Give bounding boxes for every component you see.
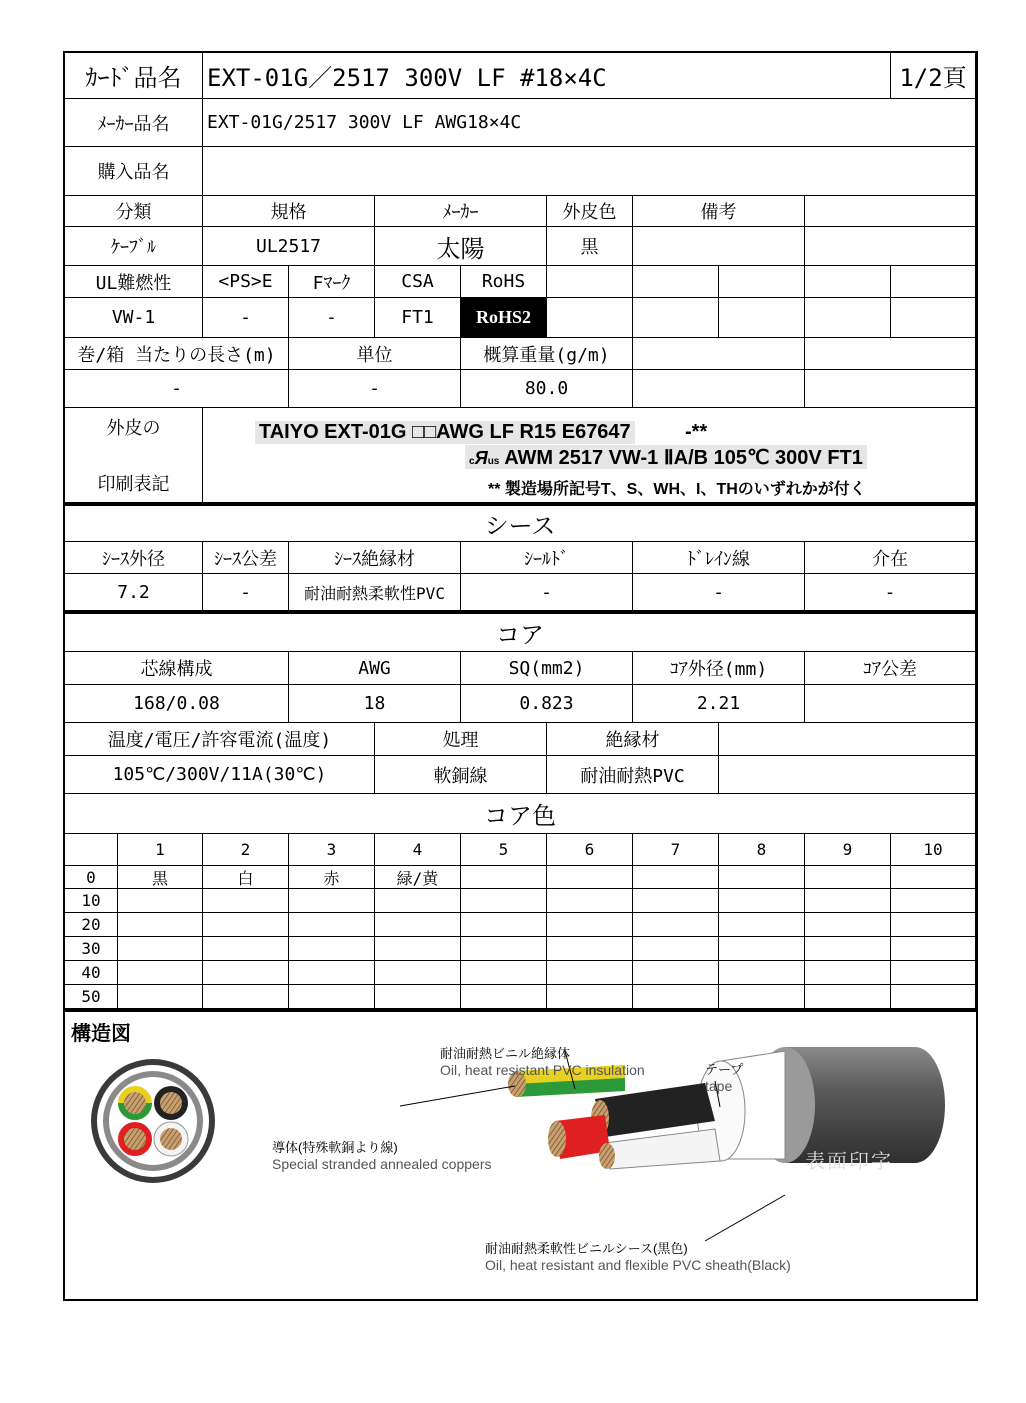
- cert-value: [719, 298, 805, 338]
- sheath-en: Oil, heat resistant and flexible PVC sheath(Black): [485, 1257, 791, 1273]
- sheath-value: -: [633, 574, 805, 611]
- core-header: AWG: [289, 652, 461, 685]
- core-header2: 温度/電圧/許容電流(温度): [65, 723, 375, 756]
- color-cell: [375, 985, 461, 1009]
- cert-value: VW-1: [65, 298, 203, 338]
- color-cell: [891, 889, 976, 913]
- color-cell: 黒: [118, 866, 203, 889]
- tape-en: tape: [705, 1078, 733, 1094]
- classification-value: 黒: [547, 227, 633, 266]
- diagram-title: 構造図: [71, 1021, 131, 1045]
- cert-header: [891, 266, 976, 298]
- core-header: ｺｱ外径(mm): [633, 652, 805, 685]
- core-value2: [719, 756, 976, 794]
- color-cell: [375, 889, 461, 913]
- color-cell: [375, 937, 461, 961]
- color-cell: [891, 985, 976, 1009]
- color-cell: [891, 913, 976, 937]
- color-cell: [719, 889, 805, 913]
- classification-value: UL2517: [203, 227, 375, 266]
- color-cell: [461, 985, 547, 1009]
- color-row-label: 50: [65, 985, 118, 1009]
- color-cell: [203, 913, 289, 937]
- sheath-header: ｼｰﾙﾄﾞ: [461, 542, 633, 574]
- color-cell: [461, 937, 547, 961]
- sheath-header: ﾄﾞﾚｲﾝ線: [633, 542, 805, 574]
- print-line1-text: TAIYO EXT-01G □□AWG LF R15 E67647: [259, 421, 631, 443]
- ul-mark-suffix: us: [487, 456, 500, 467]
- weight-header: [805, 338, 976, 370]
- color-cell: [461, 961, 547, 985]
- core-header: SQ(mm2): [461, 652, 633, 685]
- conductor-jp: 導体(特殊軟銅より線): [272, 1140, 398, 1155]
- color-column-header: 8: [719, 834, 805, 866]
- cert-header: Fﾏｰｸ: [289, 266, 375, 298]
- cert-header: [633, 266, 719, 298]
- core-value: 18: [289, 685, 461, 723]
- print-note: ** 製造場所記号T、S、WH、I、THのいずれかが付く: [488, 481, 866, 498]
- maker-name-value: EXT-01G/2517 300V LF AWG18×4C: [203, 99, 976, 147]
- color-cell: [461, 866, 547, 889]
- print-label-cell: [65, 408, 203, 503]
- color-cell: [289, 937, 375, 961]
- color-cell: [547, 961, 633, 985]
- cert-value: [547, 298, 633, 338]
- color-cell: [719, 937, 805, 961]
- sheath-title: シース: [65, 506, 976, 542]
- print-line1: [255, 421, 635, 444]
- classification-header: 分類: [65, 196, 203, 227]
- classification-header: 備考: [633, 196, 805, 227]
- color-column-header: 7: [633, 834, 719, 866]
- page-number: 1/2頁: [891, 53, 976, 99]
- cert-value: [891, 298, 976, 338]
- color-cell: [547, 866, 633, 889]
- sheath-label: [485, 1238, 791, 1273]
- weight-value: 80.0: [461, 370, 633, 408]
- color-column-header: 3: [289, 834, 375, 866]
- color-cell: [719, 961, 805, 985]
- sheath-header: ｼｰｽ外径: [65, 542, 203, 574]
- color-cell: [547, 937, 633, 961]
- color-cell: [633, 961, 719, 985]
- cert-header: UL難燃性: [65, 266, 203, 298]
- classification-header: [805, 196, 976, 227]
- color-cell: [891, 866, 976, 889]
- rohs-badge: RoHS2: [461, 298, 547, 338]
- color-cell: [633, 913, 719, 937]
- color-column-header: 6: [547, 834, 633, 866]
- color-cell: [805, 985, 891, 1009]
- sheath-header: ｼｰｽ絶縁材: [289, 542, 461, 574]
- card-name-value: EXT-01G／2517 300V LF #18×4C: [203, 53, 891, 99]
- weight-header: 単位: [289, 338, 461, 370]
- color-cell: [289, 985, 375, 1009]
- color-cell: [375, 961, 461, 985]
- color-cell: [719, 985, 805, 1009]
- classification-value: 太陽: [375, 227, 547, 266]
- conductor-label: [272, 1137, 492, 1172]
- weight-value: -: [289, 370, 461, 408]
- cert-value: FT1: [375, 298, 461, 338]
- print-label-label_bottom: 印刷表記: [97, 474, 170, 495]
- classification-value: [805, 227, 976, 266]
- conductor-en: Special stranded annealed coppers: [272, 1156, 492, 1172]
- color-cell: [719, 866, 805, 889]
- core-value: 168/0.08: [65, 685, 289, 723]
- sheath-header: 介在: [805, 542, 976, 574]
- cross-section-icon: [91, 1059, 215, 1183]
- cert-header: CSA: [375, 266, 461, 298]
- insulation-en: Oil, heat resistant PVC insulation: [440, 1062, 645, 1078]
- color-cell: [118, 985, 203, 1009]
- sheath-value: 耐油耐熱柔軟性PVC: [289, 574, 461, 611]
- color-cell: [805, 866, 891, 889]
- color-cell: [203, 889, 289, 913]
- color-row-label: 30: [65, 937, 118, 961]
- weight-header: [633, 338, 805, 370]
- core-value2: 105℃/300V/11A(30℃): [65, 756, 375, 794]
- color-cell: 白: [203, 866, 289, 889]
- print-line1-suffix: -**: [685, 421, 708, 443]
- color-cell: [547, 889, 633, 913]
- sheath-jp: 耐油耐熱柔軟性ビニルシース(黒色): [485, 1241, 688, 1256]
- core-header: 芯線構成: [65, 652, 289, 685]
- color-column-header: 5: [461, 834, 547, 866]
- color-cell: [118, 961, 203, 985]
- classification-value: [633, 227, 805, 266]
- color-corner: [65, 834, 118, 866]
- core-value: 2.21: [633, 685, 805, 723]
- purchase-name-value: [203, 147, 976, 196]
- color-cell: [461, 889, 547, 913]
- color-cell: [547, 913, 633, 937]
- weight-header: 概算重量(g/m): [461, 338, 633, 370]
- color-cell: 赤: [289, 866, 375, 889]
- sheath-value: -: [805, 574, 976, 611]
- core-header2: [719, 723, 976, 756]
- sheath-header: ｼｰｽ公差: [203, 542, 289, 574]
- ul-logo-icon: Я: [474, 448, 488, 468]
- color-column-header: 9: [805, 834, 891, 866]
- print-label-label_top: 外皮の: [106, 418, 161, 439]
- color-cell: [891, 937, 976, 961]
- surface-print-label: 表面印字: [805, 1151, 893, 1173]
- color-cell: [805, 889, 891, 913]
- cert-value: -: [203, 298, 289, 338]
- weight-value: [805, 370, 976, 408]
- core-header2: 絶縁材: [547, 723, 719, 756]
- tape-label: [705, 1059, 743, 1094]
- color-cell: [633, 889, 719, 913]
- color-column-header: 10: [891, 834, 976, 866]
- tape-jp: テープ: [705, 1062, 744, 1077]
- color-cell: [633, 937, 719, 961]
- color-cell: [633, 985, 719, 1009]
- cert-header: <PS>E: [203, 266, 289, 298]
- cert-header: [805, 266, 891, 298]
- color-cell: [118, 937, 203, 961]
- color-cell: [461, 913, 547, 937]
- color-cell: [289, 913, 375, 937]
- classification-header: 規格: [203, 196, 375, 227]
- cert-header: RoHS: [461, 266, 547, 298]
- cert-header: [719, 266, 805, 298]
- color-cell: [633, 866, 719, 889]
- core-value: [805, 685, 976, 723]
- classification-value: ｹｰﾌﾞﾙ: [65, 227, 203, 266]
- sheath-value: -: [461, 574, 633, 611]
- cert-value: [805, 298, 891, 338]
- cert-header: [547, 266, 633, 298]
- ul-recognized-mark: [465, 445, 867, 469]
- cert-value: -: [289, 298, 375, 338]
- color-cell: [203, 985, 289, 1009]
- weight-value: -: [65, 370, 289, 408]
- color-cell: [547, 985, 633, 1009]
- color-row-label: 20: [65, 913, 118, 937]
- core-value2: 軟銅線: [375, 756, 547, 794]
- color-cell: [118, 913, 203, 937]
- color-column-header: 2: [203, 834, 289, 866]
- color-cell: 緑/黄: [375, 866, 461, 889]
- color-cell: [375, 913, 461, 937]
- core-header2: 処理: [375, 723, 547, 756]
- color-cell: [203, 961, 289, 985]
- spec-sheet: [63, 51, 978, 1301]
- print-line2: AWM 2517 VW-1 ⅡA/B 105℃ 300V FT1: [504, 447, 863, 469]
- color-column-header: 4: [375, 834, 461, 866]
- sheath-value: 7.2: [65, 574, 203, 611]
- weight-value: [633, 370, 805, 408]
- color-cell: [289, 889, 375, 913]
- card-name-label: ｶｰﾄﾞ品名: [65, 53, 203, 99]
- insulation-jp: 耐油耐熱ビニル絶縁体: [440, 1046, 571, 1061]
- cert-value: [633, 298, 719, 338]
- ul-mark-prefix: c: [469, 456, 475, 467]
- core-title: コア: [65, 614, 976, 652]
- color-cell: [289, 961, 375, 985]
- insulation-label: [440, 1043, 645, 1078]
- color-cell: [805, 913, 891, 937]
- purchase-name-label: 購入品名: [65, 147, 203, 196]
- classification-header: 外皮色: [547, 196, 633, 227]
- core-header: ｺｱ公差: [805, 652, 976, 685]
- maker-name-label: ﾒｰｶｰ品名: [65, 99, 203, 147]
- color-column-header: 1: [118, 834, 203, 866]
- weight-header: 巻/箱 当たりの長さ(m): [65, 338, 289, 370]
- color-cell: [805, 937, 891, 961]
- sheath-value: -: [203, 574, 289, 611]
- color-cell: [118, 889, 203, 913]
- core-value: 0.823: [461, 685, 633, 723]
- color-row-label: 0: [65, 866, 118, 889]
- classification-header: ﾒｰｶｰ: [375, 196, 547, 227]
- color-cell: [891, 961, 976, 985]
- color-row-label: 10: [65, 889, 118, 913]
- color-cell: [719, 913, 805, 937]
- color-cell: [805, 961, 891, 985]
- core-color-title: コア色: [65, 794, 976, 834]
- color-row-label: 40: [65, 961, 118, 985]
- color-cell: [203, 937, 289, 961]
- core-value2: 耐油耐熱PVC: [547, 756, 719, 794]
